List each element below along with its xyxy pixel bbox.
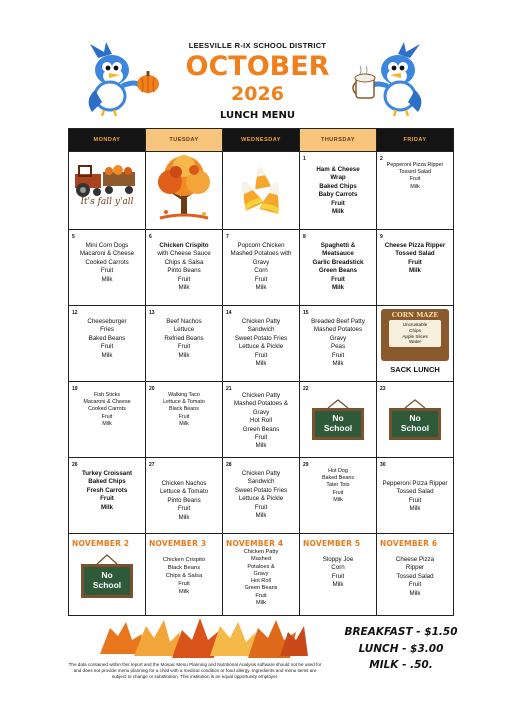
menu-item: Macaroni & Cheese (79, 250, 135, 258)
menu-item: Gravy (253, 570, 269, 577)
day-cell-no-school (69, 534, 146, 616)
corn-maze-sign (381, 309, 449, 361)
sack-lunch-label: SACK LUNCH (390, 365, 440, 374)
menu-item: Green Beans (242, 425, 280, 433)
menu-item: Milk (408, 267, 422, 275)
november-row (69, 534, 454, 616)
menu-item: Chicken Crispito (159, 242, 209, 249)
header-wednesday: WEDNESDAY (223, 129, 300, 152)
lunch-calendar (68, 128, 454, 616)
day-number: 20 (149, 386, 155, 392)
candy-corn-illustration (223, 158, 299, 224)
year-title: 2026 (231, 83, 284, 105)
day-cell (300, 152, 377, 230)
menu-item: Garlic Breadstick (312, 258, 364, 266)
board-line: No (101, 570, 113, 580)
menu-item: Sweet Potato Fries (234, 486, 288, 494)
lunch-price: LUNCH - $3.00 (358, 642, 444, 655)
day-cell (300, 534, 377, 616)
day-number: 29 (303, 462, 309, 468)
menu-item: Green Beans (244, 585, 278, 592)
menu-item: Milk (410, 183, 420, 190)
day-number: 1 (303, 156, 306, 162)
menu-item: Baked Chips (319, 182, 357, 190)
menu-items (300, 152, 376, 216)
menu-item: Beef Nachos (166, 318, 202, 325)
menu-item: Cheeseburger (87, 318, 127, 325)
disclaimer-text: The data contained within this report and the Mosaic Menu Planning and Nutritional Analysis software should not be used for and does not provide menu planning for a child with a medical condition or food allergy. Ingredients and menu items are subject to change or substitution. This institution is an equal opportunity employer. (68, 662, 322, 680)
menu-items (69, 382, 145, 428)
menu-items (300, 230, 376, 292)
menu-item: Mashed (251, 556, 271, 563)
day-number: 19 (72, 386, 78, 392)
day-cell (377, 458, 454, 534)
menu-item: Milk (101, 275, 113, 283)
menu-item: Baked Beans (321, 475, 355, 482)
menu-item: Lettuce & Tomato (163, 399, 205, 406)
menu-items (377, 230, 453, 276)
menu-item: Peas (330, 343, 346, 351)
menu-item: Refried Beans (164, 334, 204, 342)
menu-item: Milk (255, 360, 267, 368)
day-cell (146, 534, 223, 616)
menu-item: Milk (178, 351, 190, 359)
menu-items (223, 458, 299, 520)
menu-item: Milk (255, 512, 267, 520)
day-cell (300, 306, 377, 382)
menu-item: Sandwich (247, 326, 275, 334)
week-row (69, 458, 454, 534)
header-friday: FRIDAY (377, 129, 454, 152)
breakfast-price: BREAKFAST - $1.50 (344, 626, 458, 638)
menu-items (223, 382, 299, 451)
menu-item: Milk (178, 284, 190, 292)
menu-item: Milk (409, 505, 421, 513)
menu-item: Fruit (408, 581, 422, 589)
menu-item: Tossed Salad (395, 250, 435, 258)
menu-item: Milk (102, 420, 112, 427)
menu-item: Fruit (177, 505, 191, 513)
day-cell-no-school (377, 382, 454, 458)
weekday-header-row (69, 129, 454, 152)
day-cell-candy-corn (223, 152, 300, 230)
sack-item: Apple Slices (402, 333, 428, 339)
menu-item: Milk (332, 581, 344, 589)
menu-item: Macaroni & Cheese (83, 399, 131, 406)
menu-item: Mashed Potatoes & (233, 400, 288, 408)
day-number: 14 (226, 310, 232, 316)
menu-item: Cooked Carrots (85, 258, 129, 266)
menu-item: Popcorn Chicken (237, 242, 285, 249)
menu-item: Fruit (408, 258, 422, 266)
menu-item: Chicken Crispito (162, 557, 206, 563)
day-cell (146, 458, 223, 534)
menu-item: Sloppy Joe (322, 556, 354, 563)
menu-item: Gravy (329, 334, 347, 342)
day-number: 21 (226, 386, 232, 392)
menu-item: Pinto Beans (167, 267, 201, 275)
menu-item: Fries (100, 326, 114, 334)
fall-caption: It's fall y'all (80, 197, 134, 207)
day-number: 13 (149, 310, 155, 316)
day-number: 7 (226, 234, 229, 240)
menu-item: Baked Beans (88, 334, 126, 342)
menu-item: Chicken Nachos (161, 480, 207, 487)
menu-item: Fruit (177, 275, 191, 283)
day-cell (223, 306, 300, 382)
menu-item: Tossed Salad (398, 169, 432, 176)
menu-item: Baked Chips (88, 478, 126, 486)
day-number: 27 (149, 462, 155, 468)
week-row (69, 306, 454, 382)
week-row (69, 382, 454, 458)
menu-item: Wrap (330, 174, 346, 182)
menu-item: Fruit (254, 434, 268, 442)
header-tuesday: TUESDAY (146, 129, 223, 152)
blue-jay-mug-illustration (348, 40, 432, 116)
board-line: No (409, 413, 421, 423)
menu-item: Chicken Patty (241, 318, 281, 325)
menu-item: Mashed Potatoes (313, 326, 363, 334)
menu-item: Fruit (100, 343, 114, 351)
menu-item: Fruit (254, 275, 268, 283)
menu-item: Corn (331, 564, 345, 572)
day-number: 30 (380, 462, 386, 468)
day-cell (69, 458, 146, 534)
november-date: NOVEMBER 3 (149, 539, 207, 548)
menu-item: Fruit (331, 572, 345, 580)
day-cell (146, 230, 223, 306)
header-thursday: THURSDAY (300, 129, 377, 152)
menu-item: Milk (331, 284, 345, 292)
menu-items (300, 458, 376, 504)
menu-item: Turkey Croissant (81, 470, 133, 477)
menu-item: Cheese Pizza Ripper (384, 242, 446, 249)
menu-item: Ripper (405, 564, 425, 572)
menu-item: Black Beans (167, 565, 201, 571)
day-cell (223, 458, 300, 534)
day-number: 2 (380, 156, 383, 162)
menu-item: Milk (178, 589, 190, 595)
menu-item: Fruit (409, 176, 421, 183)
day-cell (377, 534, 454, 616)
menu-item: Chicken Patty (241, 470, 281, 477)
menu-item: Hot Roll (251, 578, 271, 585)
autumn-leaves-decoration (92, 614, 310, 660)
menu-item: Baby Carrots (318, 191, 358, 199)
day-number: 23 (380, 386, 386, 392)
menu-item: Milk (331, 208, 345, 216)
menu-item: Fresh Carrots (86, 486, 128, 494)
day-number: 28 (226, 462, 232, 468)
november-date: NOVEMBER 5 (303, 539, 361, 548)
day-cell (69, 230, 146, 306)
menu-item: Fruit (178, 413, 190, 420)
menu-item: Fruit (331, 199, 345, 207)
menu-item: Fruit (101, 413, 113, 420)
menu-item: Cheese Pizza (395, 556, 435, 563)
autumn-tree-illustration (146, 154, 222, 224)
menu-item: Hot Roll (249, 417, 272, 425)
menu-item: Fruit (254, 503, 268, 511)
corn-maze-title: CORN MAZE (391, 311, 439, 319)
menu-items (146, 306, 222, 360)
board-line: School (400, 423, 430, 433)
menu-item: Hot Dog (328, 468, 348, 474)
day-cell-autumn-tree (146, 152, 223, 230)
no-school-board (310, 398, 366, 442)
page-header (0, 0, 515, 128)
day-cell (146, 306, 223, 382)
menu-item: Milk (101, 351, 113, 359)
day-cell (69, 306, 146, 382)
menu-item: Mashed Potatoes with (230, 250, 292, 258)
day-number: 26 (72, 462, 78, 468)
menu-item: Lettuce & Pickle (238, 495, 284, 503)
menu-item: Fruit (100, 267, 114, 275)
menu-item: Fruit (177, 343, 191, 351)
menu-item: Milk (409, 589, 421, 597)
day-cell (223, 534, 300, 616)
menu-item: Chicken Patty (243, 549, 279, 555)
menu-item: Potatoes & (247, 563, 275, 570)
district-name: LEESVILLE R-IX SCHOOL DISTRICT (188, 41, 327, 50)
menu-item: Gravy (252, 408, 270, 416)
november-date: NOVEMBER 6 (380, 539, 438, 548)
menu-item: Chips & Salsa (165, 573, 203, 579)
milk-price: MILK - .50. (369, 659, 433, 671)
menu-item: Milk (255, 442, 267, 450)
menu-items (146, 382, 222, 428)
menu-item: Ham & Cheese (316, 166, 360, 173)
day-cell-fall-tractor (69, 152, 146, 230)
board-line: No (332, 413, 344, 423)
week-row (69, 152, 454, 230)
menu-item: Chicken Patty (241, 392, 281, 399)
menu-item: Fruit (332, 489, 344, 496)
menu-item: Fish Sticks (93, 392, 121, 398)
tractor-illustration (69, 160, 145, 220)
menu-item: Green Beans (318, 267, 358, 275)
day-cell (223, 382, 300, 458)
menu-item: Breaded Beef Patty (311, 318, 365, 325)
menu-item: Fruit (100, 495, 114, 503)
menu-item: Milk (332, 360, 344, 368)
menu-item: Pepperoni Pizza Ripper (382, 480, 448, 487)
day-number: 12 (72, 310, 78, 316)
month-title: OCTOBER (185, 51, 330, 82)
november-date: NOVEMBER 2 (72, 539, 130, 548)
menu-items (223, 306, 299, 368)
menu-item: Cooked Carrots (88, 406, 126, 413)
menu-item: Milk (256, 600, 266, 607)
menu-items (377, 152, 453, 191)
menu-item: with Cheese Sauce (157, 250, 211, 258)
menu-item: Fruit (254, 351, 268, 359)
menu-item: Sweet Potato Fries (234, 334, 288, 342)
menu-items (146, 458, 222, 522)
board-line: School (92, 580, 122, 590)
menu-item: Walking Taco (168, 392, 200, 398)
day-cell (377, 230, 454, 306)
menu-item: Tossed Salad (396, 488, 434, 496)
day-number: 22 (303, 386, 309, 392)
menu-item: Milk (100, 503, 114, 511)
menu-item: Pepperoni Pizza Ripper (386, 162, 444, 168)
menu-item: Meatsauce (322, 250, 354, 258)
leaf-icon (100, 618, 308, 658)
menu-item: Fruit (331, 351, 345, 359)
menu-item: Fruit (408, 496, 422, 504)
sack-lunch-items (389, 320, 441, 347)
menu-item: Lettuce & Pickle (238, 343, 284, 351)
day-number: 5 (72, 234, 75, 240)
price-list (336, 624, 466, 674)
menu-item: Tater Tots (326, 482, 350, 489)
menu-item: Gravy (252, 258, 270, 266)
menu-item: Black Beans (169, 406, 199, 413)
menu-item: Corn (254, 267, 268, 275)
menu-item: Fruit (331, 275, 345, 283)
header-monday: MONDAY (69, 129, 146, 152)
board-line: School (323, 423, 353, 433)
day-cell (300, 458, 377, 534)
sack-item: Uncrustable (402, 322, 428, 327)
menu-title: LUNCH MENU (220, 110, 295, 121)
day-cell (223, 230, 300, 306)
menu-items (223, 230, 299, 292)
menu-items (69, 306, 145, 360)
day-number: 6 (149, 234, 152, 240)
menu-item: Fruit (178, 581, 190, 587)
menu-items (300, 306, 376, 368)
menu-item: Fruit (255, 592, 267, 599)
day-number: 9 (380, 234, 383, 240)
day-cell-no-school (300, 382, 377, 458)
sack-item: Chips (409, 327, 421, 333)
menu-item: Milk (255, 284, 267, 292)
day-cell (300, 230, 377, 306)
menu-item: Lettuce & Tomato (159, 488, 209, 496)
sack-item: Water (408, 339, 422, 345)
menu-item: Milk (333, 496, 343, 503)
day-cell (146, 382, 223, 458)
menu-items (69, 458, 145, 512)
menu-item: Sandwich (247, 478, 275, 486)
day-cell-sack-lunch (377, 306, 454, 382)
menu-item: Chips & Salsa (164, 258, 204, 266)
menu-item: Milk (179, 420, 189, 427)
day-cell (69, 382, 146, 458)
menu-item: Spaghetti & (320, 242, 356, 249)
week-row (69, 230, 454, 306)
no-school-board (79, 552, 135, 600)
day-number: 15 (303, 310, 309, 316)
menu-items (69, 230, 145, 284)
menu-item: Tossed Salad (396, 572, 434, 580)
menu-item: Pinto Beans (167, 496, 201, 504)
menu-items (146, 230, 222, 292)
menu-item: Milk (178, 513, 190, 521)
day-cell (377, 152, 454, 230)
november-date: NOVEMBER 4 (226, 539, 284, 548)
day-number: 8 (303, 234, 306, 240)
no-school-board (387, 398, 443, 442)
menu-items (377, 458, 453, 514)
menu-item: Lettuce (173, 326, 195, 334)
menu-item: Mini Corn Dogs (85, 242, 129, 249)
